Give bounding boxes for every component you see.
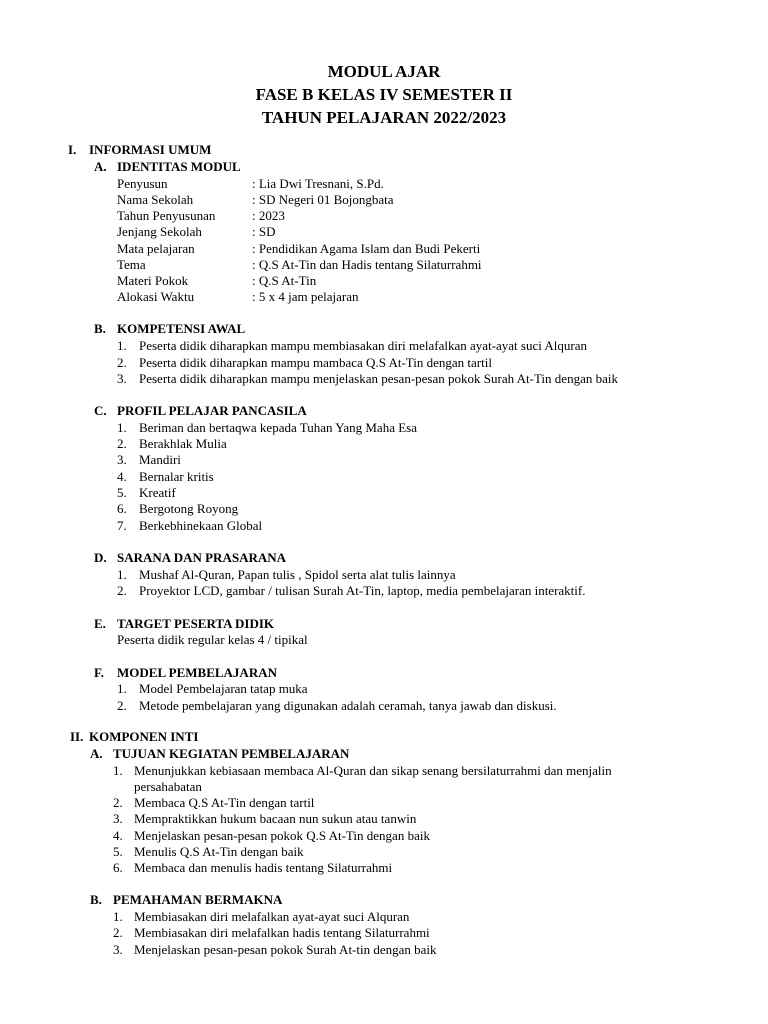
list-item: Kreatif (139, 485, 176, 500)
list-item: Menunjukkan kebiasaan membaca Al-Quran dan sikap senang bersilaturrahmi dan menjalin (134, 763, 612, 778)
identity-value: : 2023 (252, 208, 285, 223)
identity-value: : Lia Dwi Tresnani, S.Pd. (252, 176, 384, 191)
list-item: Metode pembelajaran yang digunakan adalah ceramah, tanya jawab dan diskusi. (139, 698, 557, 713)
list-number: 7. (117, 518, 127, 533)
list-item: Peserta didik diharapkan mampu menjelaskan pesan-pesan pokok Surah At-Tin dengan baik (139, 371, 618, 386)
list-number: 1. (113, 909, 123, 924)
subsection-letter: E. (94, 616, 106, 631)
subsection-heading-target: TARGET PESERTA DIDIK (117, 616, 275, 631)
list-item: Beriman dan bertaqwa kepada Tuhan Yang Maha Esa (139, 420, 417, 435)
list-number: 1. (113, 763, 123, 778)
subsection-heading-identitas: IDENTITAS MODUL (117, 159, 241, 174)
list-item: Membaca dan menulis hadis tentang Silaturrahmi (134, 860, 393, 875)
section-1-number: I. (68, 142, 77, 157)
title-line-2: FASE B KELAS IV SEMESTER II (255, 85, 513, 104)
list-number: 2. (113, 925, 123, 940)
list-item: Membiasakan diri melafalkan hadis tentang Silaturrahmi (134, 925, 430, 940)
list-item: Membaca Q.S At-Tin dengan tartil (134, 795, 315, 810)
list-item: Bernalar kritis (139, 469, 214, 484)
list-item: Bergotong Royong (139, 501, 239, 516)
subsection-letter: B. (94, 321, 106, 336)
subsection-letter: A. (94, 159, 107, 174)
list-item: Mandiri (139, 452, 181, 467)
identity-label: Nama Sekolah (117, 192, 194, 207)
identity-label: Alokasi Waktu (117, 289, 195, 304)
list-item-continuation: persahabatan (134, 779, 202, 794)
identity-label: Penyusun (117, 176, 168, 191)
subsection-letter: D. (94, 550, 107, 565)
section-2-heading: KOMPONEN INTI (89, 729, 199, 744)
list-number: 5. (117, 485, 127, 500)
identity-label: Tema (117, 257, 146, 272)
identity-label: Tahun Penyusunan (117, 208, 216, 223)
subsection-letter: F. (94, 665, 104, 680)
section-2-number: II. (70, 729, 84, 744)
identity-label: Materi Pokok (117, 273, 189, 288)
title-line-1: MODUL AJAR (327, 62, 441, 81)
list-item: Berakhlak Mulia (139, 436, 227, 451)
list-number: 2. (117, 355, 127, 370)
identity-label: Jenjang Sekolah (117, 224, 202, 239)
section-1-heading: INFORMASI UMUM (89, 142, 212, 157)
list-item: Peserta didik diharapkan mampu mambaca Q.S At-Tin dengan tartil (139, 355, 492, 370)
list-number: 1. (117, 338, 127, 353)
list-item: Mushaf Al-Quran, Papan tulis , Spidol serta alat tulis lainnya (139, 567, 456, 582)
list-item: Mempraktikkan hukum bacaan nun sukun atau tanwin (134, 811, 417, 826)
identity-value: : Q.S At-Tin dan Hadis tentang Silaturrahmi (252, 257, 482, 272)
list-item: Model Pembelajaran tatap muka (139, 681, 308, 696)
list-item: Membiasakan diri melafalkan ayat-ayat suci Alquran (134, 909, 410, 924)
identity-value: : SD Negeri 01 Bojongbata (252, 192, 394, 207)
title-line-3: TAHUN PELAJARAN 2022/2023 (261, 108, 507, 127)
list-item: Menjelaskan pesan-pesan pokok Q.S At-Tin dengan baik (134, 828, 430, 843)
list-item: Berkebhinekaan Global (139, 518, 263, 533)
identity-value: : SD (252, 224, 276, 239)
list-number: 1. (117, 681, 127, 696)
target-text: Peserta didik regular kelas 4 / tipikal (117, 632, 308, 647)
list-number: 3. (117, 371, 127, 386)
list-number: 6. (117, 501, 127, 516)
list-item: Proyektor LCD, gambar / tulisan Surah At-Tin, laptop, media pembelajaran interaktif. (139, 583, 586, 598)
list-number: 3. (113, 811, 123, 826)
list-number: 2. (117, 583, 127, 598)
subsection-heading-kompetensi: KOMPETENSI AWAL (117, 321, 246, 336)
subsection-heading-sarana: SARANA DAN PRASARANA (117, 550, 287, 565)
subsection-heading-model: MODEL PEMBELAJARAN (117, 665, 277, 680)
subsection-heading-tujuan: TUJUAN KEGIATAN PEMBELAJARAN (113, 746, 350, 761)
list-number: 3. (117, 452, 127, 467)
list-item: Menulis Q.S At-Tin dengan baik (134, 844, 304, 859)
identity-value: : Pendidikan Agama Islam dan Budi Pekerti (252, 241, 481, 256)
identity-value: : Q.S At-Tin (252, 273, 317, 288)
list-number: 2. (117, 436, 127, 451)
subsection-heading-pemahaman: PEMAHAMAN BERMAKNA (113, 892, 283, 907)
list-number: 2. (113, 795, 123, 810)
subsection-letter: A. (90, 746, 103, 761)
identity-label: Mata pelajaran (117, 241, 195, 256)
list-item: Peserta didik diharapkan mampu membiasakan diri melafalkan ayat-ayat suci Alquran (139, 338, 587, 353)
list-number: 1. (117, 567, 127, 582)
subsection-letter: B. (90, 892, 102, 907)
list-number: 3. (113, 942, 123, 957)
identity-value: : 5 x 4 jam pelajaran (252, 289, 359, 304)
list-number: 4. (117, 469, 127, 484)
subsection-heading-profil: PROFIL PELAJAR PANCASILA (117, 403, 307, 418)
list-item: Menjelaskan pesan-pesan pokok Surah At-tin dengan baik (134, 942, 437, 957)
list-number: 5. (113, 844, 123, 859)
list-number: 4. (113, 828, 123, 843)
list-number: 6. (113, 860, 123, 875)
subsection-letter: C. (94, 403, 107, 418)
list-number: 2. (117, 698, 127, 713)
list-number: 1. (117, 420, 127, 435)
